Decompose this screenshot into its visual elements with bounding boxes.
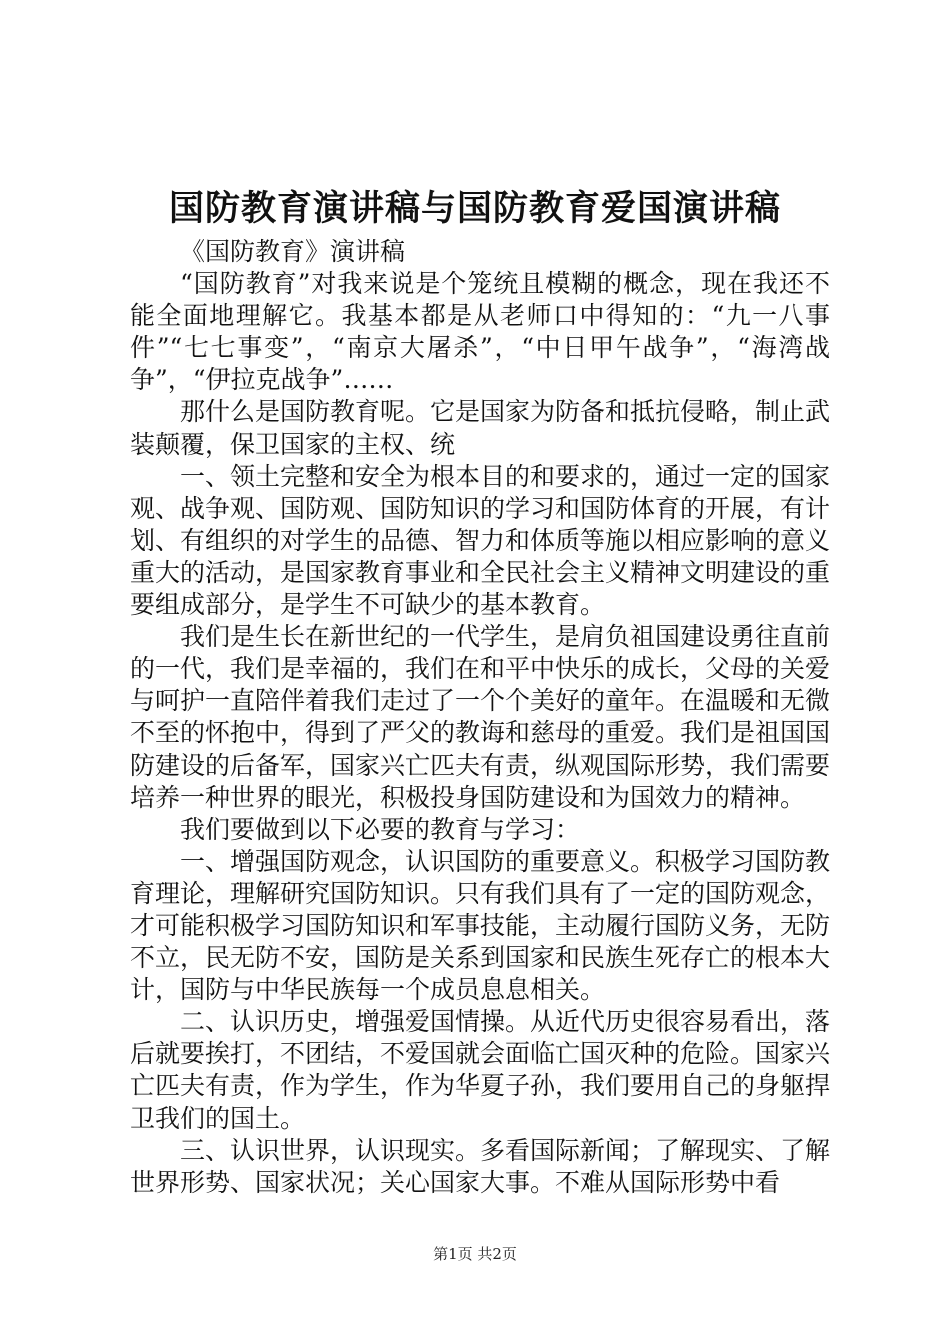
paragraph: 我们是生长在新世纪的一代学生，是肩负祖国建设勇往直前的一代，我们是幸福的，我们在和平中快乐的成长，父母的关爱与呵护一直陪伴着我们走过了一个个美好的童年。在温暖和无微不至的怀抱中，得到了严父的教诲和慈母的重爱。我们是祖国国防建设的后备军，国家兴亡匹夫有责，纵观国际形势，我们需要培养一种世界的眼光，积极投身国防建设和为国效力的精神。 <box>130 622 831 812</box>
paragraph-subtitle: 《国防教育》演讲稿 <box>180 237 406 266</box>
paragraph: 二、认识历史，增强爱国情操。从近代历史很容易看出，落后就要挨打，不团结，不爱国就会面临亡国灭种的危险。国家兴亡匹夫有责，作为学生，作为华夏子孙，我们要用自己的身躯捍卫我们的国土。 <box>130 1007 831 1133</box>
paragraph: “国防教育”对我来说是个笼统且模糊的概念，现在我还不能全面地理解它。我基本都是从老师口中得知的：“九一八事件”“七七事变”，“南京大屠杀”，“中日甲午战争”，“海湾战争”，“伊拉克战争”…… <box>130 269 830 395</box>
document-body <box>130 236 830 1199</box>
paragraph: 我们要做到以下必要的教育与学习： <box>180 814 581 844</box>
document-title: 国防教育演讲稿与国防教育爱国演讲稿 <box>168 189 781 229</box>
paragraph: 一、增强国防观念，认识国防的重要意义。积极学习国防教育理论，理解研究国防知识。只有我们具有了一定的国防观念，才可能积极学习国防知识和军事技能，主动履行国防义务，无防不立，民无防不安，国防是关系到国家和民族生死存亡的根本大计，国防与中华民族每一个成员息息相关。 <box>130 846 831 1005</box>
page-footer: 第1页 共2页 <box>433 1245 517 1263</box>
paragraph: 三、认识世界，认识现实。多看国际新闻；了解现实、了解世界形势、国家状况；关心国家大事。不难从国际形势中看 <box>130 1135 831 1197</box>
paragraph: 一、领土完整和安全为根本目的和要求的，通过一定的国家观、战争观、国防观、国防知识的学习和国防体育的开展，有计划、有组织的对学生的品德、智力和体质等施以相应影响的意义重大的活动，是国家教育事业和全民社会主义精神文明建设的重要组成部分，是学生不可缺少的基本教育。 <box>130 461 831 620</box>
paragraph: 那什么是国防教育呢。它是国家为防备和抵抗侵略，制止武装颠覆，保卫国家的主权、统 <box>130 397 831 459</box>
